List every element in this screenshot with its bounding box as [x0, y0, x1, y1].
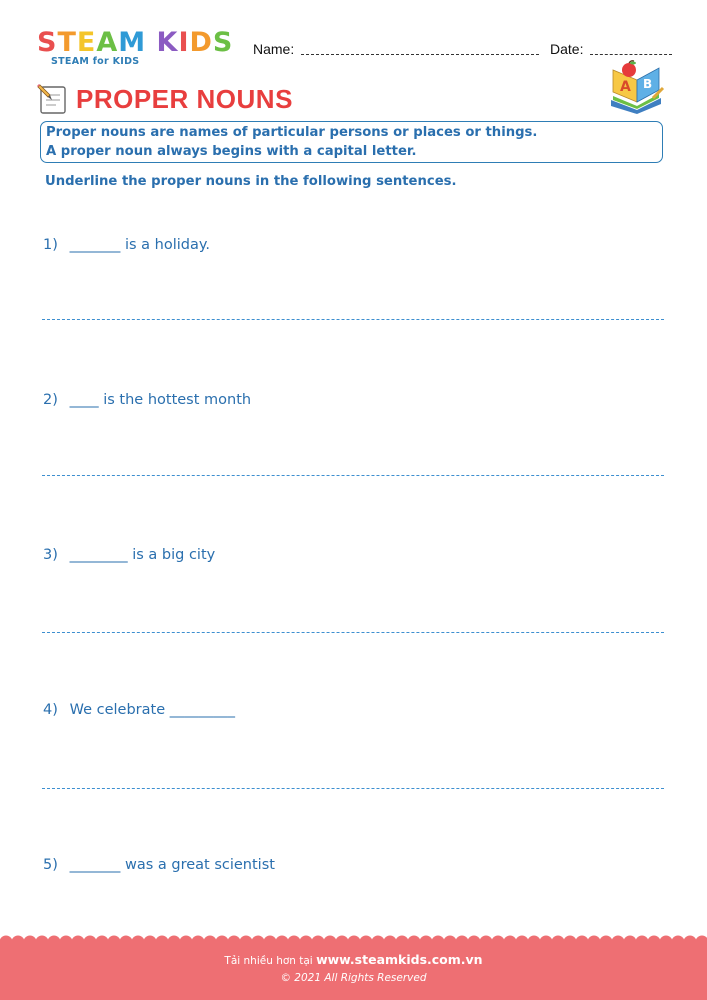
- question-5: [43, 857, 275, 873]
- question-number: 4): [43, 702, 58, 718]
- answer-line-4[interactable]: [42, 788, 664, 789]
- footer-prefix: Tải nhiều hơn tại: [224, 955, 317, 967]
- question-text: _______ is a holiday.: [69, 237, 210, 253]
- question-number: 1): [43, 237, 58, 253]
- question-2: [43, 392, 251, 408]
- instruction: Underline the proper nouns in the following sentences.: [45, 174, 457, 189]
- answer-line-1[interactable]: [42, 319, 664, 320]
- abc-books-icon: [607, 60, 665, 114]
- svg-text:B: B: [643, 77, 653, 91]
- pencil-paper-icon: [36, 81, 70, 115]
- info-box: [40, 121, 663, 163]
- question-1: [43, 237, 210, 253]
- answer-line-2[interactable]: [42, 475, 664, 476]
- date-field[interactable]: [590, 54, 672, 55]
- svg-text:A: A: [620, 79, 631, 95]
- question-text: ____ is the hottest month: [69, 392, 252, 408]
- logo-subtitle: STEAM for KIDS: [51, 56, 140, 67]
- info-line-2: A proper noun always begins with a capital letter.: [46, 144, 417, 159]
- date-label: Date:: [550, 41, 584, 57]
- logo-text: STEAM KIDS: [37, 27, 234, 58]
- steam-kids-logo: [37, 28, 237, 72]
- question-3: [43, 547, 215, 563]
- question-4: [43, 702, 235, 718]
- question-number: 2): [43, 392, 58, 408]
- question-number: 3): [43, 547, 58, 563]
- question-text: We celebrate _________: [69, 702, 235, 718]
- question-number: 5): [43, 857, 58, 873]
- answer-line-3[interactable]: [42, 632, 664, 633]
- question-text: ________ is a big city: [69, 547, 216, 563]
- footer-copyright: © 2021 All Rights Reserved: [280, 972, 427, 984]
- footer: [0, 940, 707, 1000]
- info-line-1: Proper nouns are names of particular persons or places or things.: [46, 125, 538, 140]
- question-text: _______ was a great scientist: [69, 857, 275, 873]
- footer-website-line: [0, 952, 707, 967]
- footer-website-link[interactable]: www.steamkids.com.vn: [316, 952, 483, 967]
- name-label: Name:: [253, 41, 295, 57]
- worksheet-title: PROPER NOUNS: [76, 84, 293, 114]
- name-field[interactable]: [301, 54, 539, 55]
